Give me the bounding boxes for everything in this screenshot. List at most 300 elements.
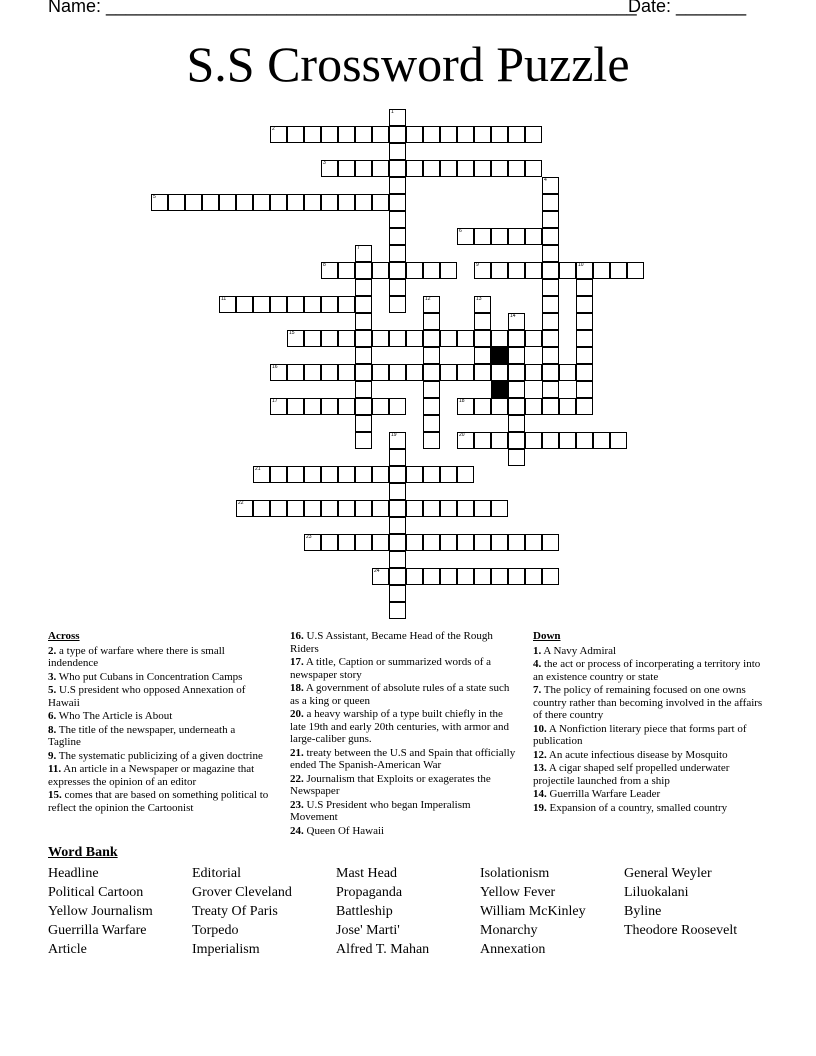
grid-cell[interactable] xyxy=(355,160,372,177)
grid-cell[interactable] xyxy=(423,381,440,398)
grid-cell[interactable] xyxy=(406,500,423,517)
grid-cell[interactable] xyxy=(287,296,304,313)
grid-cell[interactable] xyxy=(389,483,406,500)
grid-cell[interactable] xyxy=(542,279,559,296)
grid-cell[interactable] xyxy=(389,500,406,517)
word-bank-word: Battleship xyxy=(336,904,393,919)
grid-cell[interactable] xyxy=(542,194,559,211)
grid-cell[interactable] xyxy=(355,296,372,313)
grid-cell[interactable] xyxy=(389,228,406,245)
grid-cell[interactable] xyxy=(474,160,491,177)
down-clues xyxy=(533,630,768,815)
grid-cell[interactable] xyxy=(253,194,270,211)
grid-cell[interactable] xyxy=(576,313,593,330)
grid-cell[interactable] xyxy=(406,330,423,347)
grid-cell[interactable] xyxy=(457,160,474,177)
clue-number: 13 xyxy=(476,296,482,302)
grid-cell[interactable] xyxy=(287,194,304,211)
grid-cell[interactable] xyxy=(525,432,542,449)
grid-cell[interactable] xyxy=(440,160,457,177)
grid-cell[interactable] xyxy=(236,500,253,517)
grid-cell[interactable] xyxy=(304,534,321,551)
grid-cell[interactable] xyxy=(304,296,321,313)
clue-number: 22 xyxy=(238,500,244,506)
grid-cell[interactable] xyxy=(389,568,406,585)
clue-text: a type of warfare where there is small indendence xyxy=(48,644,225,669)
clue-number: 23 xyxy=(306,534,312,540)
clue-text: A cigar shaped self propelled underwater projectile launched from a ship xyxy=(533,762,730,787)
grid-cell[interactable] xyxy=(372,330,389,347)
grid-cell[interactable] xyxy=(321,160,338,177)
grid-cell[interactable] xyxy=(423,160,440,177)
grid-cell[interactable] xyxy=(389,245,406,262)
grid-cell[interactable] xyxy=(338,364,355,381)
grid-cell[interactable] xyxy=(542,364,559,381)
grid-cell[interactable] xyxy=(440,534,457,551)
grid-cell[interactable] xyxy=(389,602,406,619)
grid-cell[interactable] xyxy=(525,262,542,279)
grid-cell[interactable] xyxy=(389,109,406,126)
grid-cell[interactable] xyxy=(236,296,253,313)
grid-cell[interactable] xyxy=(457,568,474,585)
grid-cell[interactable] xyxy=(406,364,423,381)
grid-cell[interactable] xyxy=(338,194,355,211)
grid-cell[interactable] xyxy=(219,296,236,313)
grid-cell[interactable] xyxy=(576,279,593,296)
grid-cell[interactable] xyxy=(355,194,372,211)
clue-number: 1 xyxy=(391,109,394,115)
clue-text: the act or process of incorperating a territory into an existence country or state xyxy=(533,658,761,683)
grid-cell[interactable] xyxy=(440,568,457,585)
grid-cell[interactable] xyxy=(559,398,576,415)
date-blank[interactable]: _______ xyxy=(676,0,747,16)
grid-cell[interactable] xyxy=(287,330,304,347)
grid-cell[interactable] xyxy=(389,177,406,194)
grid-cell[interactable] xyxy=(440,126,457,143)
grid-cell[interactable] xyxy=(508,415,525,432)
grid-cell[interactable] xyxy=(372,568,389,585)
grid-cell[interactable] xyxy=(474,568,491,585)
grid-cell[interactable] xyxy=(389,262,406,279)
grid-cell[interactable] xyxy=(457,500,474,517)
grid-cell[interactable] xyxy=(491,568,508,585)
grid-cell[interactable] xyxy=(304,194,321,211)
grid-cell[interactable] xyxy=(542,347,559,364)
grid-cell[interactable] xyxy=(491,262,508,279)
grid-cell[interactable] xyxy=(389,160,406,177)
grid-cell[interactable] xyxy=(389,398,406,415)
grid-cell[interactable] xyxy=(372,466,389,483)
grid-cell[interactable] xyxy=(389,143,406,160)
grid-cell[interactable] xyxy=(542,245,559,262)
grid-cell[interactable] xyxy=(355,432,372,449)
grid-cell[interactable] xyxy=(508,262,525,279)
word-bank-word: Mast Head xyxy=(336,866,398,881)
grid-cell[interactable] xyxy=(474,364,491,381)
grid-cell[interactable] xyxy=(321,500,338,517)
grid-cell[interactable] xyxy=(321,534,338,551)
grid-cell[interactable] xyxy=(440,262,457,279)
grid-cell[interactable] xyxy=(508,381,525,398)
clue-text: treaty between the U.S and Spain that officially ended The Spanish-American War xyxy=(290,746,516,771)
grid-cell[interactable] xyxy=(406,568,423,585)
grid-cell[interactable] xyxy=(440,330,457,347)
grid-cell[interactable] xyxy=(423,432,440,449)
grid-cell[interactable] xyxy=(321,466,338,483)
across-heading: Across xyxy=(48,630,80,642)
grid-cell[interactable] xyxy=(593,262,610,279)
grid-cell[interactable] xyxy=(474,296,491,313)
grid-cell[interactable] xyxy=(338,160,355,177)
grid-cell[interactable] xyxy=(389,517,406,534)
grid-cell[interactable] xyxy=(219,194,236,211)
grid-cell[interactable] xyxy=(457,432,474,449)
grid-cell[interactable] xyxy=(372,534,389,551)
grid-cell[interactable] xyxy=(576,381,593,398)
grid-cell[interactable] xyxy=(491,228,508,245)
grid-cell[interactable] xyxy=(525,568,542,585)
word-bank-word: Isolationism xyxy=(480,866,550,881)
grid-cell[interactable] xyxy=(576,262,593,279)
grid-cell[interactable] xyxy=(491,432,508,449)
grid-cell[interactable] xyxy=(423,330,440,347)
grid-cell[interactable] xyxy=(389,296,406,313)
grid-cell[interactable] xyxy=(372,194,389,211)
grid-cell[interactable] xyxy=(270,398,287,415)
grid-cell[interactable] xyxy=(338,296,355,313)
grid-cell[interactable] xyxy=(508,347,525,364)
grid-cell[interactable] xyxy=(542,177,559,194)
grid-cell[interactable] xyxy=(423,364,440,381)
grid-cell[interactable] xyxy=(304,330,321,347)
grid-cell[interactable] xyxy=(253,296,270,313)
clue-item xyxy=(290,825,518,838)
clue-text: a heavy warship of a type built chiefly in the late 19th and early 20th centuries, with armor and large-caliber guns. xyxy=(290,708,510,745)
grid-cell[interactable] xyxy=(270,364,287,381)
clue-number: 10. xyxy=(533,722,547,735)
grid-cell[interactable] xyxy=(440,466,457,483)
grid-cell[interactable] xyxy=(423,398,440,415)
clue-number: 2 xyxy=(272,126,275,132)
grid-cell[interactable] xyxy=(389,330,406,347)
grid-cell[interactable] xyxy=(474,534,491,551)
grid-cell[interactable] xyxy=(491,126,508,143)
grid-cell[interactable] xyxy=(491,534,508,551)
grid-cell[interactable] xyxy=(355,245,372,262)
grid-cell[interactable] xyxy=(525,398,542,415)
clue-number: 3. xyxy=(48,670,57,683)
grid-cell[interactable] xyxy=(389,211,406,228)
grid-cell[interactable] xyxy=(389,126,406,143)
grid-cell[interactable] xyxy=(389,364,406,381)
grid-cell[interactable] xyxy=(270,466,287,483)
grid-cell[interactable] xyxy=(389,466,406,483)
grid-cell[interactable] xyxy=(270,500,287,517)
grid-cell[interactable] xyxy=(491,364,508,381)
grid-cell[interactable] xyxy=(355,313,372,330)
clue-number: 24 xyxy=(374,568,380,574)
grid-cell[interactable] xyxy=(321,126,338,143)
grid-cell[interactable] xyxy=(355,500,372,517)
grid-cell[interactable] xyxy=(287,364,304,381)
grid-cell[interactable] xyxy=(423,500,440,517)
clue-number: 4 xyxy=(544,177,547,183)
clue-number: 21 xyxy=(255,466,261,472)
grid-cell[interactable] xyxy=(474,313,491,330)
grid-cell[interactable] xyxy=(389,194,406,211)
grid-cell[interactable] xyxy=(474,330,491,347)
grid-cell[interactable] xyxy=(151,194,168,211)
grid-cell[interactable] xyxy=(338,466,355,483)
grid-cell[interactable] xyxy=(423,262,440,279)
grid-cell[interactable] xyxy=(389,432,406,449)
clue-number: 3 xyxy=(323,160,326,166)
word-bank-word: Alfred T. Mahan xyxy=(336,942,430,957)
date-label: Date: xyxy=(628,0,672,16)
grid-cell[interactable] xyxy=(304,398,321,415)
grid-cell[interactable] xyxy=(321,364,338,381)
grid-cell[interactable] xyxy=(372,126,389,143)
grid-cell[interactable] xyxy=(474,432,491,449)
clue-text: The title of the newspaper, underneath a Tagline xyxy=(48,723,236,748)
grid-cell[interactable] xyxy=(355,466,372,483)
grid-cell[interactable] xyxy=(457,398,474,415)
grid-cell[interactable] xyxy=(508,534,525,551)
grid-cell[interactable] xyxy=(508,126,525,143)
grid-cell[interactable] xyxy=(457,228,474,245)
grid-cell[interactable] xyxy=(525,364,542,381)
clue-text: A title, Caption or summarized words of a newspaper story xyxy=(290,656,492,681)
word-bank-word: Article xyxy=(48,942,87,957)
clue-item xyxy=(533,645,768,658)
grid-cell[interactable] xyxy=(610,262,627,279)
grid-cell[interactable] xyxy=(525,126,542,143)
grid-cell[interactable] xyxy=(389,534,406,551)
grid-cell[interactable] xyxy=(491,398,508,415)
grid-cell[interactable] xyxy=(593,432,610,449)
grid-cell[interactable] xyxy=(457,364,474,381)
clue-item xyxy=(533,749,768,762)
grid-cell[interactable] xyxy=(355,347,372,364)
clue-item xyxy=(290,799,518,824)
grid-cell[interactable] xyxy=(440,500,457,517)
grid-cell[interactable] xyxy=(202,194,219,211)
grid-cell[interactable] xyxy=(372,262,389,279)
grid-cell[interactable] xyxy=(559,364,576,381)
grid-cell[interactable] xyxy=(525,534,542,551)
grid-cell[interactable] xyxy=(321,296,338,313)
grid-cell[interactable] xyxy=(457,330,474,347)
grid-cell[interactable] xyxy=(474,228,491,245)
grid-cell[interactable] xyxy=(559,262,576,279)
grid-cell[interactable] xyxy=(304,500,321,517)
grid-cell[interactable] xyxy=(304,126,321,143)
word-bank-word: Monarchy xyxy=(480,923,538,938)
grid-cell[interactable] xyxy=(355,364,372,381)
grid-cell[interactable] xyxy=(423,313,440,330)
grid-cell[interactable] xyxy=(338,330,355,347)
grid-cell[interactable] xyxy=(253,466,270,483)
grid-cell[interactable] xyxy=(457,126,474,143)
grid-cell[interactable] xyxy=(338,500,355,517)
grid-cell[interactable] xyxy=(236,194,253,211)
grid-cell[interactable] xyxy=(576,347,593,364)
clue-item xyxy=(48,763,270,788)
clue-number: 21. xyxy=(290,746,304,759)
grid-cell[interactable] xyxy=(474,347,491,364)
grid-cell[interactable] xyxy=(423,415,440,432)
grid-cell[interactable] xyxy=(491,330,508,347)
clue-number: 12 xyxy=(425,296,431,302)
grid-cell[interactable] xyxy=(423,347,440,364)
grid-cell[interactable] xyxy=(168,194,185,211)
grid-cell[interactable] xyxy=(542,432,559,449)
grid-cell[interactable] xyxy=(508,432,525,449)
grid-cell[interactable] xyxy=(457,466,474,483)
grid-cell[interactable] xyxy=(355,415,372,432)
grid-cell[interactable] xyxy=(508,313,525,330)
grid-cell[interactable] xyxy=(406,466,423,483)
clue-number: 18 xyxy=(459,398,465,404)
grid-cell[interactable] xyxy=(576,296,593,313)
grid-cell[interactable] xyxy=(406,534,423,551)
grid-cell[interactable] xyxy=(355,534,372,551)
grid-cell[interactable] xyxy=(338,398,355,415)
grid-cell[interactable] xyxy=(508,330,525,347)
clue-item xyxy=(533,684,768,722)
grid-cell[interactable] xyxy=(542,568,559,585)
grid-cell[interactable] xyxy=(372,500,389,517)
grid-cell[interactable] xyxy=(355,398,372,415)
word-bank-word: Editorial xyxy=(192,866,241,881)
grid-cell[interactable] xyxy=(542,296,559,313)
grid-cell[interactable] xyxy=(372,364,389,381)
word-bank-word: Guerrilla Warfare xyxy=(48,923,147,938)
grid-cell[interactable] xyxy=(338,126,355,143)
clue-number: 7 xyxy=(357,245,360,251)
grid-cell[interactable] xyxy=(474,262,491,279)
clue-number: 11. xyxy=(48,763,62,775)
word-bank-word: General Weyler xyxy=(624,866,712,881)
grid-cell[interactable] xyxy=(508,160,525,177)
grid-cell[interactable] xyxy=(355,381,372,398)
grid-cell[interactable] xyxy=(627,262,644,279)
grid-cell[interactable] xyxy=(525,160,542,177)
grid-cell[interactable] xyxy=(253,500,270,517)
down-heading: Down xyxy=(533,630,561,642)
grid-cell[interactable] xyxy=(423,466,440,483)
clue-number: 4. xyxy=(533,658,542,670)
grid-cell[interactable] xyxy=(576,432,593,449)
grid-cell[interactable] xyxy=(508,568,525,585)
grid-cell[interactable] xyxy=(389,551,406,568)
grid-cell[interactable] xyxy=(559,432,576,449)
grid-cell[interactable] xyxy=(542,534,559,551)
word-bank-word: Annexation xyxy=(480,942,546,957)
grid-cell[interactable] xyxy=(474,126,491,143)
grid-cell[interactable] xyxy=(338,262,355,279)
clue-text: Who put Cubans in Concentration Camps xyxy=(56,670,243,683)
grid-cell[interactable] xyxy=(423,296,440,313)
grid-cell[interactable] xyxy=(389,279,406,296)
grid-cell[interactable] xyxy=(389,449,406,466)
grid-cell[interactable] xyxy=(423,126,440,143)
clue-text: Journalism that Exploits or exagerates the Newspaper xyxy=(290,772,491,797)
grid-cell[interactable] xyxy=(542,398,559,415)
grid-cell[interactable] xyxy=(304,466,321,483)
grid-cell[interactable] xyxy=(576,330,593,347)
grid-cell[interactable] xyxy=(355,262,372,279)
grid-cell[interactable] xyxy=(406,160,423,177)
grid-cell[interactable] xyxy=(355,279,372,296)
grid-cell[interactable] xyxy=(440,364,457,381)
grid-cell[interactable] xyxy=(525,228,542,245)
grid-cell[interactable] xyxy=(542,211,559,228)
grid-cell[interactable] xyxy=(287,466,304,483)
grid-cell[interactable] xyxy=(287,500,304,517)
grid-cell[interactable] xyxy=(474,398,491,415)
grid-cell[interactable] xyxy=(576,364,593,381)
grid-cell[interactable] xyxy=(576,398,593,415)
name-blank[interactable]: _____________________________________________________ xyxy=(106,0,637,16)
grid-cell[interactable] xyxy=(287,398,304,415)
grid-cell[interactable] xyxy=(372,160,389,177)
grid-cell[interactable] xyxy=(270,296,287,313)
clue-number: 10 xyxy=(578,262,584,268)
grid-cell[interactable] xyxy=(270,126,287,143)
clue-number: 19 xyxy=(391,432,397,438)
grid-cell[interactable] xyxy=(270,194,287,211)
word-bank-title: Word Bank xyxy=(48,845,118,860)
clue-number: 16. xyxy=(290,630,304,642)
grid-cell[interactable] xyxy=(491,160,508,177)
grid-cell[interactable] xyxy=(542,228,559,245)
clue-item xyxy=(290,773,518,798)
grid-cell[interactable] xyxy=(508,364,525,381)
grid-cell[interactable] xyxy=(508,398,525,415)
grid-cell[interactable] xyxy=(406,262,423,279)
grid-cell[interactable] xyxy=(185,194,202,211)
grid-cell[interactable] xyxy=(321,330,338,347)
grid-cell[interactable] xyxy=(610,432,627,449)
grid-cell[interactable] xyxy=(406,126,423,143)
grid-cell[interactable] xyxy=(321,398,338,415)
grid-cell[interactable] xyxy=(338,534,355,551)
grid-cell[interactable] xyxy=(355,330,372,347)
clue-text: The policy of remaining focused on one owns country rather than becoming involved in the affairs of there country xyxy=(533,684,763,721)
grid-cell[interactable] xyxy=(542,381,559,398)
grid-cell[interactable] xyxy=(508,449,525,466)
grid-cell[interactable] xyxy=(474,500,491,517)
grid-cell[interactable] xyxy=(457,534,474,551)
grid-cell[interactable] xyxy=(389,585,406,602)
grid-cell[interactable] xyxy=(355,126,372,143)
grid-cell[interactable] xyxy=(525,330,542,347)
grid-cell[interactable] xyxy=(287,126,304,143)
grid-cell[interactable] xyxy=(372,398,389,415)
grid-cell[interactable] xyxy=(542,262,559,279)
grid-cell[interactable] xyxy=(491,500,508,517)
grid-cell[interactable] xyxy=(542,313,559,330)
grid-cell[interactable] xyxy=(542,330,559,347)
grid-cell[interactable] xyxy=(304,364,321,381)
grid-cell[interactable] xyxy=(423,534,440,551)
clue-number: 23. xyxy=(290,798,304,811)
grid-cell[interactable] xyxy=(321,262,338,279)
grid-cell[interactable] xyxy=(423,568,440,585)
grid-cell[interactable] xyxy=(321,194,338,211)
grid-cell[interactable] xyxy=(508,228,525,245)
